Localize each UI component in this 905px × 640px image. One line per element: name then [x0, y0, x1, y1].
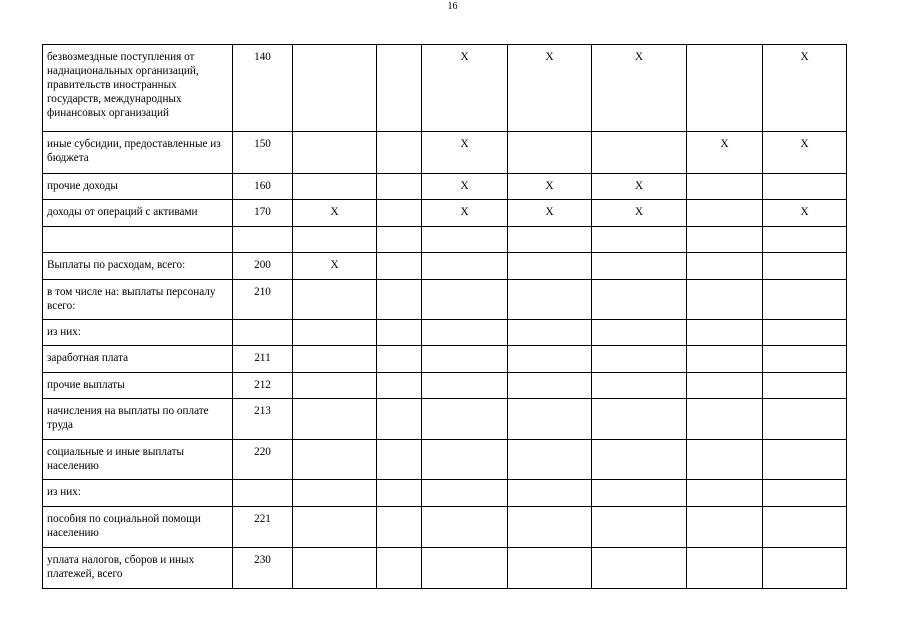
value-cell: X — [293, 253, 377, 280]
table-row — [43, 548, 847, 589]
value-cell — [763, 507, 847, 548]
value-cell — [763, 399, 847, 440]
value-cell — [508, 227, 592, 253]
row-code — [233, 320, 293, 346]
value-cell: X — [508, 174, 592, 200]
value-cell — [687, 507, 763, 548]
row-label: начисления на выплаты по оплате труда — [43, 399, 233, 440]
value-cell — [592, 227, 687, 253]
value-cell: X — [763, 200, 847, 227]
value-cell: X — [293, 200, 377, 227]
table-row — [43, 480, 847, 507]
value-cell — [763, 373, 847, 399]
value-cell — [687, 373, 763, 399]
value-cell — [763, 548, 847, 589]
value-cell — [763, 346, 847, 373]
row-label: из них: — [43, 320, 233, 346]
row-code: 150 — [233, 132, 293, 174]
row-label: прочие доходы — [43, 174, 233, 200]
value-cell: X — [763, 132, 847, 174]
value-cell — [592, 373, 687, 399]
value-cell — [508, 280, 592, 320]
value-cell: X — [422, 132, 508, 174]
value-cell — [687, 440, 763, 480]
value-cell — [377, 253, 422, 280]
value-cell — [422, 399, 508, 440]
value-cell — [293, 227, 377, 253]
row-code: 200 — [233, 253, 293, 280]
value-cell — [687, 548, 763, 589]
value-cell — [763, 280, 847, 320]
table-row — [43, 507, 847, 548]
value-cell: X — [592, 200, 687, 227]
row-code: 220 — [233, 440, 293, 480]
value-cell — [422, 320, 508, 346]
value-cell — [592, 507, 687, 548]
value-cell — [422, 253, 508, 280]
value-cell — [293, 548, 377, 589]
row-label — [43, 227, 233, 253]
value-cell: X — [508, 45, 592, 132]
table-row — [43, 320, 847, 346]
value-cell — [687, 253, 763, 280]
row-code: 170 — [233, 200, 293, 227]
value-cell — [592, 280, 687, 320]
value-cell — [592, 480, 687, 507]
value-cell — [508, 399, 592, 440]
value-cell — [377, 480, 422, 507]
value-cell — [377, 227, 422, 253]
value-cell — [377, 373, 422, 399]
value-cell — [592, 132, 687, 174]
row-code: 211 — [233, 346, 293, 373]
value-cell — [377, 200, 422, 227]
value-cell — [508, 480, 592, 507]
value-cell — [422, 346, 508, 373]
value-cell — [293, 440, 377, 480]
value-cell: X — [422, 174, 508, 200]
value-cell — [592, 399, 687, 440]
value-cell — [293, 320, 377, 346]
row-label: в том числе на: выплаты персоналу всего: — [43, 280, 233, 320]
value-cell — [687, 320, 763, 346]
value-cell — [687, 227, 763, 253]
value-cell — [687, 200, 763, 227]
value-cell — [592, 253, 687, 280]
value-cell — [377, 346, 422, 373]
table-row — [43, 253, 847, 280]
value-cell — [508, 253, 592, 280]
value-cell — [422, 507, 508, 548]
table-row — [43, 132, 847, 174]
row-code: 230 — [233, 548, 293, 589]
value-cell — [293, 280, 377, 320]
value-cell — [377, 507, 422, 548]
row-code: 160 — [233, 174, 293, 200]
value-cell — [763, 174, 847, 200]
value-cell — [293, 346, 377, 373]
row-label: Выплаты по расходам, всего: — [43, 253, 233, 280]
value-cell: X — [592, 174, 687, 200]
row-code: 221 — [233, 507, 293, 548]
value-cell — [592, 548, 687, 589]
value-cell — [293, 507, 377, 548]
value-cell — [508, 440, 592, 480]
value-cell: X — [763, 45, 847, 132]
value-cell — [422, 548, 508, 589]
value-cell: X — [508, 200, 592, 227]
row-code — [233, 227, 293, 253]
value-cell: X — [422, 200, 508, 227]
table-body — [43, 45, 847, 589]
value-cell — [293, 132, 377, 174]
value-cell — [422, 280, 508, 320]
value-cell — [377, 320, 422, 346]
row-code — [233, 480, 293, 507]
value-cell — [508, 373, 592, 399]
value-cell — [377, 399, 422, 440]
table-row — [43, 346, 847, 373]
table-row — [43, 373, 847, 399]
value-cell — [763, 440, 847, 480]
page-number: 16 — [447, 1, 458, 12]
row-label: уплата налогов, сборов и иных платежей, всего — [43, 548, 233, 589]
value-cell — [508, 548, 592, 589]
table-row — [43, 280, 847, 320]
value-cell — [763, 480, 847, 507]
row-label: безвозмездные поступления от наднациональных организаций, правительств иностранных государств, международных финансовых организаций — [43, 45, 233, 132]
value-cell — [687, 45, 763, 132]
value-cell — [687, 480, 763, 507]
value-cell — [508, 132, 592, 174]
value-cell — [763, 253, 847, 280]
row-code: 212 — [233, 373, 293, 399]
value-cell — [377, 548, 422, 589]
value-cell — [293, 373, 377, 399]
value-cell — [293, 174, 377, 200]
value-cell — [687, 174, 763, 200]
value-cell — [377, 440, 422, 480]
value-cell — [687, 346, 763, 373]
table-row — [43, 227, 847, 253]
table-row — [43, 45, 847, 132]
value-cell — [422, 373, 508, 399]
value-cell — [377, 132, 422, 174]
row-code: 213 — [233, 399, 293, 440]
value-cell — [592, 320, 687, 346]
row-code: 210 — [233, 280, 293, 320]
value-cell — [293, 480, 377, 507]
row-label: заработная плата — [43, 346, 233, 373]
row-label: доходы от операций с активами — [43, 200, 233, 227]
row-label: иные субсидии, предоставленные из бюджета — [43, 132, 233, 174]
row-label: социальные и иные выплаты населению — [43, 440, 233, 480]
value-cell — [592, 440, 687, 480]
value-cell — [687, 280, 763, 320]
value-cell — [508, 507, 592, 548]
table-row — [43, 399, 847, 440]
value-cell — [763, 320, 847, 346]
value-cell — [508, 346, 592, 373]
value-cell: X — [592, 45, 687, 132]
value-cell — [293, 399, 377, 440]
table-row — [43, 174, 847, 200]
value-cell: X — [422, 45, 508, 132]
value-cell — [377, 174, 422, 200]
value-cell: X — [687, 132, 763, 174]
value-cell — [377, 45, 422, 132]
value-cell — [592, 346, 687, 373]
table-row — [43, 200, 847, 227]
row-label: пособия по социальной помощи населению — [43, 507, 233, 548]
value-cell — [422, 227, 508, 253]
value-cell — [763, 227, 847, 253]
row-label: прочие выплаты — [43, 373, 233, 399]
value-cell — [687, 399, 763, 440]
value-cell — [422, 480, 508, 507]
value-cell — [508, 320, 592, 346]
financial-plan-table — [42, 44, 847, 589]
row-label: из них: — [43, 480, 233, 507]
value-cell — [422, 440, 508, 480]
row-code: 140 — [233, 45, 293, 132]
table-row — [43, 440, 847, 480]
value-cell — [377, 280, 422, 320]
value-cell — [293, 45, 377, 132]
